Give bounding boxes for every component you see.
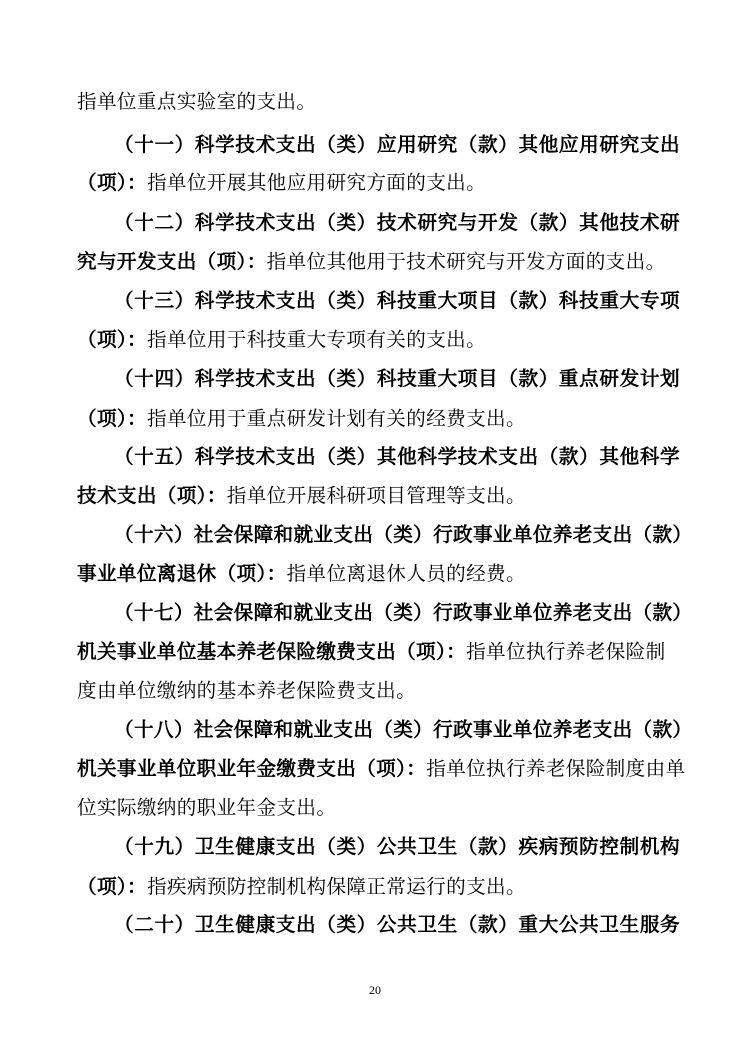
item-heading-line bbox=[114, 715, 693, 745]
text-line bbox=[77, 676, 677, 706]
item-heading: （十九）卫生健康支出（类）公共卫生（款）疾病预防控制机构 bbox=[114, 835, 680, 858]
item-heading-line bbox=[114, 286, 680, 316]
item-description: 指单位用于科技重大专项有关的支出。 bbox=[146, 328, 487, 351]
text-line bbox=[77, 872, 677, 902]
item-heading-tail: 机关事业单位基本养老保险缴费支出（项）： bbox=[77, 640, 467, 663]
item-heading: （十一）科学技术支出（类）应用研究（款）其他应用研究支出 bbox=[114, 133, 680, 156]
item-heading: （十二）科学技术支出（类）技术研究与开发（款）其他技术研 bbox=[114, 211, 680, 234]
item-description: 指单位执行养老保险制度由单 bbox=[426, 757, 686, 780]
item-heading-line bbox=[114, 910, 680, 940]
item-heading-tail: 机关事业单位职业年金缴费支出（项）： bbox=[77, 757, 427, 780]
item-heading-tail: 技术支出（项）： bbox=[77, 484, 227, 507]
text-line bbox=[77, 559, 677, 589]
item-heading-tail: 究与开发支出（项）： bbox=[77, 250, 267, 273]
item-heading-tail: （项）： bbox=[77, 171, 147, 194]
item-description: 指疾病预防控制机构保障正常运行的支出。 bbox=[146, 875, 526, 898]
item-heading-tail: （项）： bbox=[77, 328, 147, 351]
item-heading-tail: 事业单位离退休（项）： bbox=[77, 562, 287, 585]
item-description: 指单位用于重点研发计划有关的经费支出。 bbox=[146, 407, 526, 430]
item-description: 指单位执行养老保险制 bbox=[466, 640, 666, 663]
page-number: 20 bbox=[369, 983, 381, 997]
item-description: 指单位离退休人员的经费。 bbox=[286, 562, 526, 585]
line-text: 指单位重点实验室的支出。 bbox=[77, 90, 317, 113]
item-heading: （十三）科学技术支出（类）科技重大项目（款）科技重大专项 bbox=[114, 289, 680, 312]
text-line bbox=[77, 481, 677, 511]
item-heading: （十六）社会保障和就业支出（类）行政事业单位养老支出（款） bbox=[114, 523, 693, 546]
item-heading: （十八）社会保障和就业支出（类）行政事业单位养老支出（款） bbox=[114, 718, 693, 741]
item-heading-line bbox=[114, 364, 680, 394]
text-line bbox=[77, 793, 677, 823]
item-heading-line bbox=[114, 442, 680, 472]
item-heading: （二十）卫生健康支出（类）公共卫生（款）重大公共卫生服务 bbox=[114, 913, 680, 936]
text-line bbox=[77, 87, 677, 117]
item-heading-line bbox=[114, 598, 693, 628]
item-heading-tail: （项）： bbox=[77, 407, 147, 430]
text-line bbox=[77, 247, 677, 277]
item-heading: （十五）科学技术支出（类）其他科学技术支出（款）其他科学 bbox=[114, 445, 680, 468]
text-line bbox=[77, 168, 677, 198]
text-line bbox=[77, 325, 677, 355]
item-heading-line bbox=[114, 208, 680, 238]
item-heading-line bbox=[114, 130, 680, 160]
item-heading: （十四）科学技术支出（类）科技重大项目（款）重点研发计划 bbox=[114, 367, 680, 390]
item-description: 位实际缴纳的职业年金支出。 bbox=[77, 796, 337, 819]
item-heading-line bbox=[114, 832, 680, 862]
item-heading: （十七）社会保障和就业支出（类）行政事业单位养老支出（款） bbox=[114, 601, 693, 624]
item-heading-tail: （项）： bbox=[77, 875, 147, 898]
item-description: 指单位其他用于技术研究与开发方面的支出。 bbox=[266, 250, 666, 273]
item-description: 指单位开展其他应用研究方面的支出。 bbox=[146, 171, 487, 194]
item-description: 指单位开展科研项目管理等支出。 bbox=[226, 484, 526, 507]
text-line bbox=[77, 754, 686, 784]
item-description: 度由单位缴纳的基本养老保险费支出。 bbox=[77, 679, 417, 702]
text-line bbox=[77, 404, 677, 434]
text-line bbox=[77, 637, 677, 667]
item-heading-line bbox=[114, 520, 693, 550]
